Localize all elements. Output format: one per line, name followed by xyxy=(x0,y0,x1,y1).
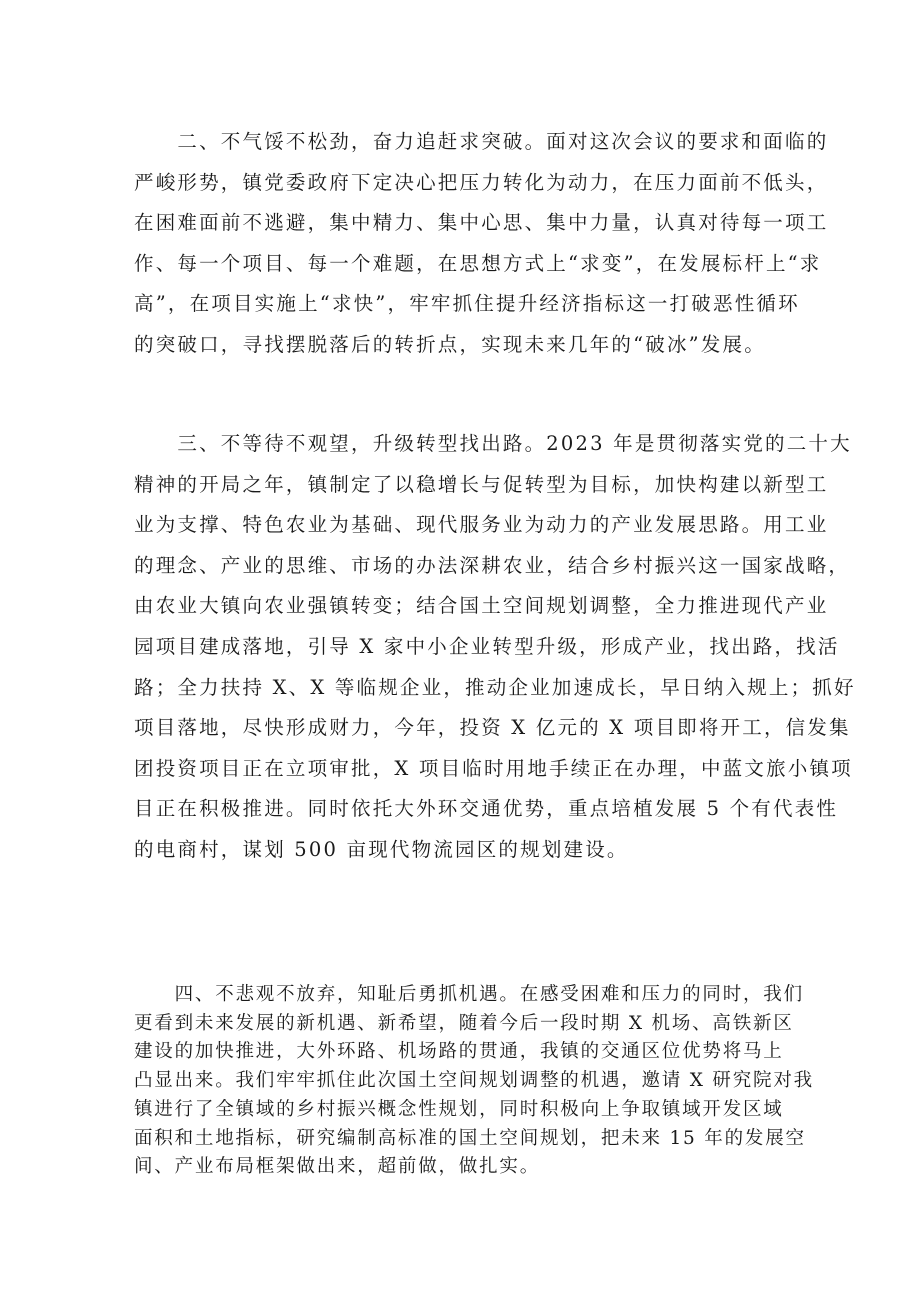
text-line: 面积和土地指标，研究编制高标准的国土空间规划，把未来 15 年的发展空 xyxy=(134,1127,806,1149)
text-line: 目正在积极推进。同时依托大外环交通优势，重点培植发展 5 个有代表性 xyxy=(134,797,839,821)
text-line: 的突破口，寻找摆脱落后的转折点，实现未来几年的“破冰”发展。 xyxy=(134,332,766,356)
text-line: 严峻形势，镇党委政府下定决心把压力转化为动力，在压力面前不低头， xyxy=(134,170,829,194)
text-line: 更看到未来发展的新机遇、新希望，随着今后一段时期 X 机场、高铁新区 xyxy=(134,1012,794,1034)
text-line: 建设的加快推进，大外环路、机场路的贯通，我镇的交通区位优势将马上 xyxy=(134,1041,784,1063)
paragraph-section-two xyxy=(134,122,828,366)
text-line: 在困难面前不逃避，集中精力、集中心思、集中力量，认真对待每一项工 xyxy=(134,211,829,235)
text-line: 镇进行了全镇域的乡村振兴概念性规划，同时积极向上争取镇域开发区域 xyxy=(134,1098,784,1120)
text-line: 四、不悲观不放弃，知耻后勇抓机遇。在感受困难和压力的同时，我们 xyxy=(134,984,804,1005)
text-line: 的电商村，谋划 500 亩现代物流园区的规划建设。 xyxy=(134,837,629,861)
text-line: 凸显出来。我们牢牢抓住此次国土空间规划调整的机遇，邀请 X 研究院对我 xyxy=(134,1070,814,1092)
text-line: 三、不等待不观望，升级转型找出路。2023 年是贯彻落实党的二十大 xyxy=(134,432,852,455)
text-line: 高”，在项目实施上“求快”，牢牢抓住提升经济指标这一打破恶性循环 xyxy=(134,292,800,316)
text-line: 二、不气馁不松劲，奋力追赶求突破。面对这次会议的要求和面临的 xyxy=(134,130,829,153)
paragraph-section-three xyxy=(134,424,856,871)
text-line: 作、每一个项目、每一个难题，在思想方式上“求变”，在发展标杆上“求 xyxy=(134,251,822,275)
text-line: 间、产业布局框架做出来，超前做，做扎实。 xyxy=(134,1156,541,1178)
text-line: 由农业大镇向农业强镇转变；结合国土空间规划调整，全力推进现代产业 xyxy=(134,594,829,618)
text-line: 精神的开局之年，镇制定了以稳增长与促转型为目标，加快构建以新型工 xyxy=(134,472,829,496)
text-line: 园项目建成落地，引导 X 家中小企业转型升级，形成产业，找出路，找活 xyxy=(134,634,840,658)
text-line: 路；全力扶持 X、X 等临规企业，推动企业加速成长，早日纳入规上；抓好 xyxy=(134,675,856,699)
text-line: 的理念、产业的思维、市场的办法深耕农业，结合乡村振兴这一国家战略， xyxy=(134,553,851,577)
text-line: 项目落地，尽快形成财力，今年，投资 X 亿元的 X 项目即将开工，信发集 xyxy=(134,716,851,740)
paragraph-section-four xyxy=(134,981,814,1182)
text-line: 业为支撑、特色农业为基础、现代服务业为动力的产业发展思路。用工业 xyxy=(134,513,829,537)
text-line: 团投资项目正在立项审批，X 项目临时用地手续正在办理，中蓝文旅小镇项 xyxy=(134,756,853,780)
